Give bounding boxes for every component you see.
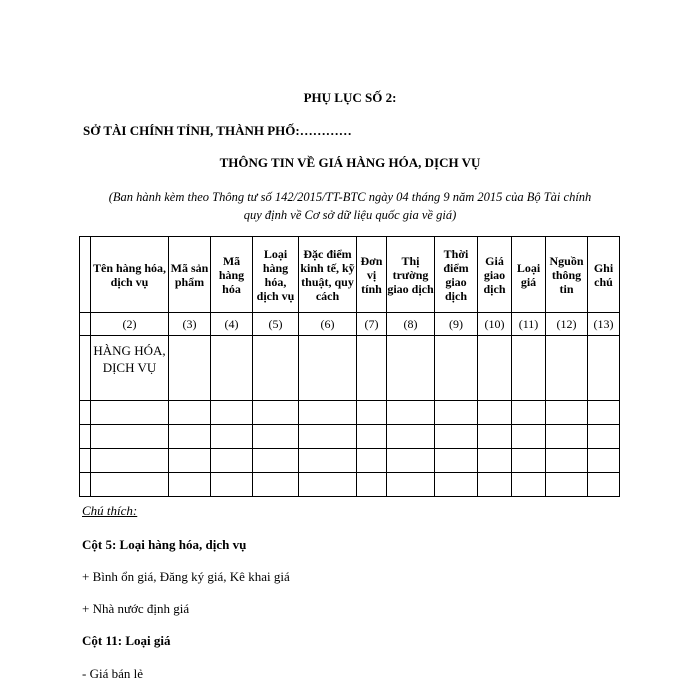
table-cell bbox=[588, 425, 620, 449]
table-cell bbox=[546, 336, 588, 401]
table-cell bbox=[546, 425, 588, 449]
table-cell bbox=[299, 473, 357, 497]
table-cell bbox=[546, 449, 588, 473]
lead-cell bbox=[80, 473, 91, 497]
table-cell bbox=[546, 473, 588, 497]
table-cell bbox=[435, 401, 478, 425]
table-cell bbox=[478, 401, 512, 425]
table-cell bbox=[478, 449, 512, 473]
table-cell bbox=[211, 336, 253, 401]
goods-name-cell: HÀNG HÓA, DỊCH VỤ bbox=[91, 336, 169, 401]
table-cell bbox=[478, 336, 512, 401]
table-cell bbox=[478, 473, 512, 497]
table-cell bbox=[588, 473, 620, 497]
issuance-note-line-2: quy định về Cơ sở dữ liệu quốc gia về giá) bbox=[243, 208, 457, 222]
lead-cell bbox=[80, 336, 91, 401]
column-number: (8) bbox=[387, 313, 435, 336]
table-cell bbox=[357, 449, 387, 473]
column-number: (7) bbox=[357, 313, 387, 336]
table-cell bbox=[299, 401, 357, 425]
column-number: (10) bbox=[478, 313, 512, 336]
table-cell bbox=[91, 449, 169, 473]
table-cell bbox=[478, 425, 512, 449]
table-cell bbox=[253, 336, 299, 401]
table-cell bbox=[512, 449, 546, 473]
table-cell bbox=[387, 449, 435, 473]
table-cell bbox=[211, 401, 253, 425]
table-cell bbox=[588, 449, 620, 473]
header-cell: Mã hàng hóa bbox=[211, 237, 253, 313]
department-line: SỞ TÀI CHÍNH TỈNH, THÀNH PHỐ:………… bbox=[83, 123, 352, 138]
table-cell bbox=[211, 473, 253, 497]
table-cell bbox=[435, 449, 478, 473]
column-11-item: - Giá bán lẻ bbox=[82, 666, 144, 681]
table-row bbox=[80, 401, 620, 425]
column-number: (13) bbox=[588, 313, 620, 336]
issuance-note bbox=[0, 188, 700, 224]
table-cell bbox=[357, 401, 387, 425]
column-number: (6) bbox=[299, 313, 357, 336]
table-cell bbox=[357, 336, 387, 401]
table-row bbox=[80, 336, 620, 401]
column-number: (3) bbox=[169, 313, 211, 336]
table-cell bbox=[211, 425, 253, 449]
table-cell bbox=[91, 425, 169, 449]
table-row bbox=[80, 473, 620, 497]
column-number: (11) bbox=[512, 313, 546, 336]
table-cell bbox=[169, 336, 211, 401]
table-cell bbox=[169, 473, 211, 497]
header-cell: Tên hàng hóa, dịch vụ bbox=[91, 237, 169, 313]
column-number-row bbox=[80, 313, 620, 336]
table-cell bbox=[357, 473, 387, 497]
issuance-note-line-1: (Ban hành kèm theo Thông tư số 142/2015/TT-BTC ngày 04 tháng 9 năm 2015 của Bộ Tài chính bbox=[108, 190, 592, 204]
table-cell bbox=[253, 473, 299, 497]
document-title: THÔNG TIN VỀ GIÁ HÀNG HÓA, DỊCH VỤ bbox=[219, 155, 481, 170]
table-cell bbox=[435, 336, 478, 401]
table-cell bbox=[387, 473, 435, 497]
table-cell bbox=[588, 401, 620, 425]
table-cell bbox=[357, 425, 387, 449]
table-cell bbox=[387, 336, 435, 401]
table-cell bbox=[299, 425, 357, 449]
header-cell: Thời điểm giao dịch bbox=[435, 237, 478, 313]
table-cell bbox=[435, 425, 478, 449]
table-cell bbox=[169, 401, 211, 425]
header-cell: Đặc điểm kinh tế, kỹ thuật, quy cách bbox=[299, 237, 357, 313]
table-cell bbox=[435, 473, 478, 497]
table-cell bbox=[299, 449, 357, 473]
column-number: (12) bbox=[546, 313, 588, 336]
table-cell bbox=[546, 401, 588, 425]
table-cell bbox=[512, 473, 546, 497]
table-cell bbox=[253, 449, 299, 473]
lead-cell bbox=[80, 237, 91, 313]
header-cell: Mã sản phẩm bbox=[169, 237, 211, 313]
appendix-title: PHỤ LỤC SỐ 2: bbox=[303, 90, 397, 105]
table-cell bbox=[253, 401, 299, 425]
table-cell bbox=[169, 425, 211, 449]
column-5-item: + Bình ổn giá, Đăng ký giá, Kê khai giá bbox=[82, 569, 290, 584]
column-11-heading: Cột 11: Loại giá bbox=[82, 633, 171, 648]
table-cell bbox=[211, 449, 253, 473]
lead-cell bbox=[80, 449, 91, 473]
header-cell: Loại hàng hóa, dịch vụ bbox=[253, 237, 299, 313]
header-cell: Giá giao dịch bbox=[478, 237, 512, 313]
column-5-heading: Cột 5: Loại hàng hóa, dịch vụ bbox=[82, 537, 247, 552]
table-cell bbox=[91, 401, 169, 425]
header-cell: Đơn vị tính bbox=[357, 237, 387, 313]
header-row bbox=[80, 237, 620, 313]
table-cell bbox=[169, 449, 211, 473]
table-cell bbox=[512, 336, 546, 401]
lead-cell bbox=[80, 313, 91, 336]
lead-cell bbox=[80, 401, 91, 425]
table-cell bbox=[91, 473, 169, 497]
price-info-table bbox=[79, 236, 620, 497]
lead-cell bbox=[80, 425, 91, 449]
column-number: (2) bbox=[91, 313, 169, 336]
table-row bbox=[80, 449, 620, 473]
header-cell: Nguồn thông tin bbox=[546, 237, 588, 313]
header-cell: Ghi chú bbox=[588, 237, 620, 313]
column-5-item: + Nhà nước định giá bbox=[82, 601, 190, 616]
column-number: (4) bbox=[211, 313, 253, 336]
table-row bbox=[80, 425, 620, 449]
table-cell bbox=[512, 401, 546, 425]
column-number: (5) bbox=[253, 313, 299, 336]
header-cell: Thị trường giao dịch bbox=[387, 237, 435, 313]
header-cell: Loại giá bbox=[512, 237, 546, 313]
table-cell bbox=[299, 336, 357, 401]
table-cell bbox=[253, 425, 299, 449]
table-cell bbox=[387, 401, 435, 425]
table-cell bbox=[588, 336, 620, 401]
table-cell bbox=[387, 425, 435, 449]
notes-heading: Chú thích: bbox=[82, 503, 138, 518]
table-cell bbox=[512, 425, 546, 449]
column-number: (9) bbox=[435, 313, 478, 336]
